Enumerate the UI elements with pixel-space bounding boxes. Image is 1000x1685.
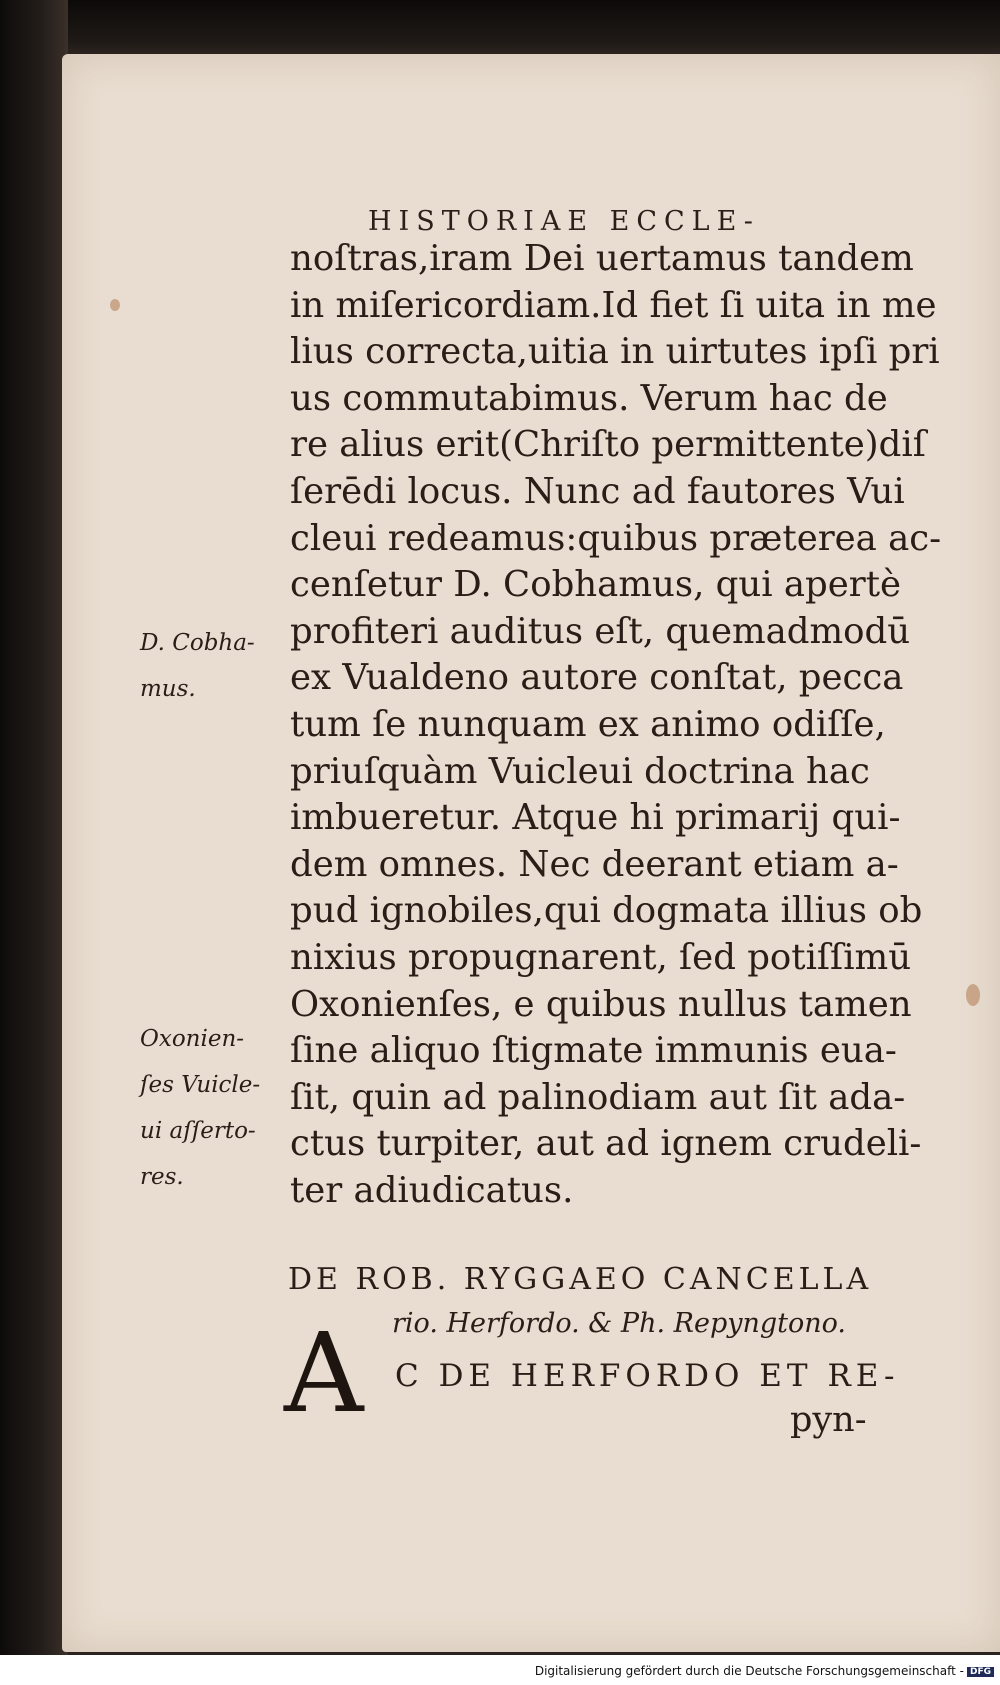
body-line: Oxonienſes, e quibus nullus tamen: [290, 983, 912, 1025]
paper-stain: [966, 984, 980, 1006]
scan-edge-left: [0, 0, 68, 1655]
running-head: HISTORIAE ECCLE-: [368, 206, 760, 237]
body-line: cenſetur D. Cobhamus, qui apertè: [290, 564, 902, 606]
marginal-note: Oxonien-: [140, 1026, 245, 1052]
body-line: ſerēdi locus. Nunc ad fautores Vui: [290, 470, 905, 512]
digitization-footer: [535, 1664, 994, 1678]
body-line: priuſquàm Vuicleui doctrina hac: [290, 750, 870, 792]
body-line: re alius erit(Chriſto permittente)diſ: [290, 424, 926, 466]
catchword: pyn-: [790, 1400, 867, 1440]
body-text: [290, 236, 940, 1214]
marginal-note: mus.: [140, 676, 196, 702]
dfg-logo: DFG: [967, 1667, 994, 1677]
footer-text: Digitalisierung gefördert durch die Deutsche Forschungsgemeinschaft -: [534, 1664, 964, 1678]
body-line: ter adiudicatus.: [290, 1169, 574, 1211]
marginal-note: ſes Vuicle-: [140, 1072, 261, 1098]
body-line: ſit, quin ad palinodiam aut ſit ada-: [290, 1076, 906, 1118]
body-line: ſine aliquo ſtigmate immunis eua-: [290, 1030, 897, 1072]
body-line: nixius propugnarent, ſed potiſſimū: [290, 936, 912, 978]
marginal-note: ui aſſerto-: [140, 1118, 256, 1144]
body-line: imbueretur. Atque hi primarij qui-: [290, 797, 901, 839]
body-line: tum ſe nunquam ex animo odiſſe,: [290, 703, 886, 745]
body-line: ex Vualdeno autore conſtat, pecca: [290, 657, 904, 699]
body-line: dem omnes. Nec deerant etiam a-: [290, 843, 899, 885]
body-line: noſtras,iram Dei uertamus tandem: [290, 238, 914, 279]
marginal-note: D. Cobha-: [140, 630, 255, 656]
body-line: us commutabimus. Verum hac de: [290, 377, 888, 419]
body-line: in miſericordiam.Id fiet ſi uita in me: [290, 284, 937, 326]
scan-edge-top: [0, 0, 1000, 58]
drop-cap: A: [284, 1309, 364, 1437]
section-heading: DE ROB. RYGGAEO CANCELLA: [288, 1262, 873, 1297]
marginal-note: res.: [140, 1164, 184, 1190]
body-line: cleui redeamus:quibus præterea ac-: [290, 517, 942, 559]
opening-caps-line: C DE HERFORDO ET RE-: [395, 1358, 900, 1394]
paper-stain: [110, 299, 120, 311]
body-line: ctus turpiter, aut ad ignem crudeli-: [290, 1123, 922, 1165]
body-line: profiteri auditus eſt, quemadmodū: [290, 610, 911, 652]
section-subheading: rio. Herfordo. & Ph. Repyngtono.: [392, 1308, 847, 1339]
body-line: lius correcta,uitia in uirtutes ipſi pri: [290, 331, 940, 373]
body-line: pud ignobiles,qui dogmata illius ob: [290, 890, 923, 932]
